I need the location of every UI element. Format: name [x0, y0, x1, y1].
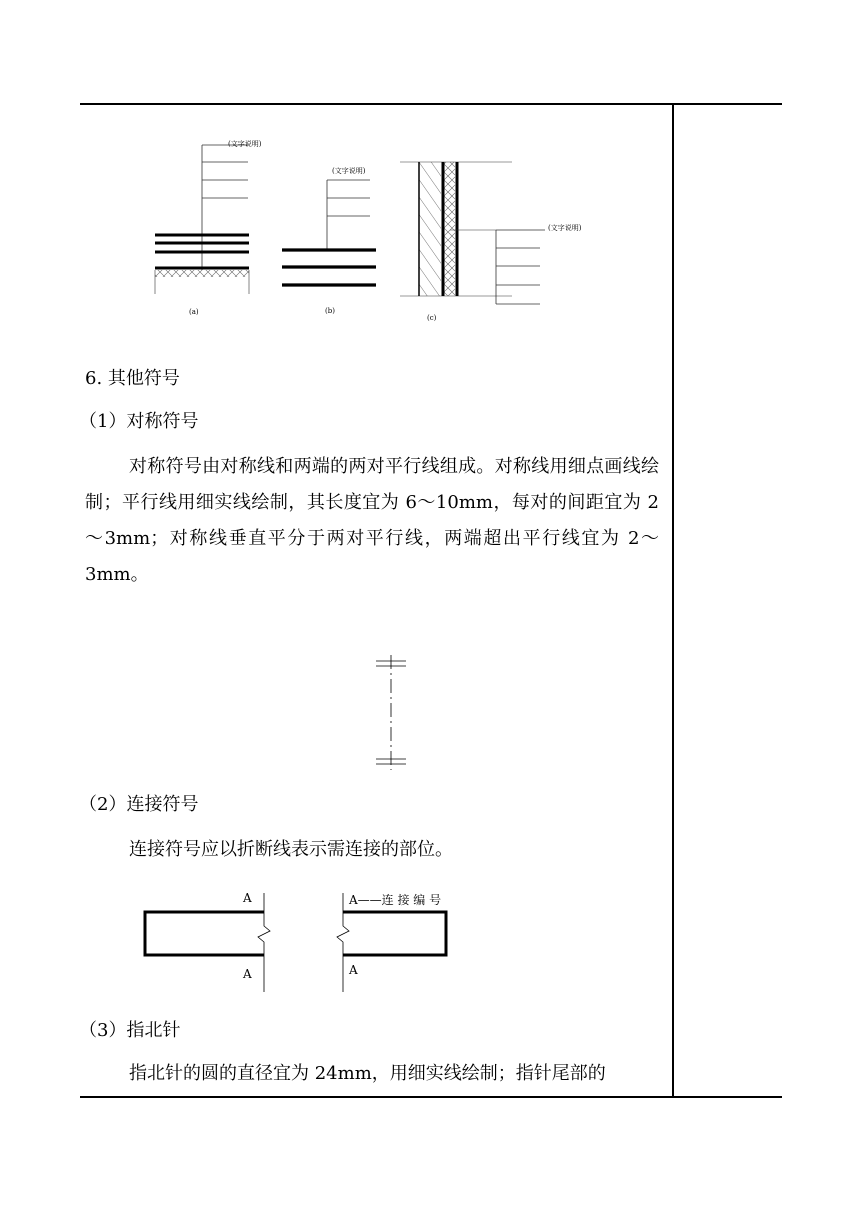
symmetry-paragraph: 对称符号由对称线和两端的两对平行线组成。对称线用细点画线绘制；平行线用细实线绘制，其长度宜为 6～10mm，每对的间距宜为 2～3mm；对称线垂直平分于两对平行线，两端超出平行线宜为 2～3mm。	[85, 456, 659, 585]
figure-a	[155, 145, 249, 294]
fig-b-note: (文字说明)	[332, 167, 366, 175]
fig-a-caption: (a)	[189, 308, 199, 316]
north-arrow-paragraph: 指北针的圆的直径宜为 24mm，用细实线绘制；指针尾部的	[129, 1063, 606, 1084]
figure-b	[282, 180, 376, 285]
fig-c-note: (文字说明)	[548, 224, 582, 232]
figure-c	[400, 162, 545, 304]
connection-label-a-bottom-right: A	[349, 963, 358, 977]
fig-c-caption: (c)	[427, 314, 437, 322]
layer-annotation-figures	[0, 0, 860, 340]
symmetry-title: （1）对称符号	[79, 411, 199, 432]
connection-label-a-bottom-left: A	[243, 967, 252, 981]
connection-title: （2）连接符号	[79, 794, 199, 815]
connection-paragraph: 连接符号应以折断线表示需连接的部位。	[129, 839, 453, 860]
north-arrow-title: （3）指北针	[79, 1020, 181, 1041]
connection-label-a-top-left: A	[243, 891, 252, 905]
fig-a-note: (文字说明)	[228, 140, 262, 148]
connection-note: A——连 接 编 号	[349, 893, 442, 907]
section-heading: 6. 其他符号	[85, 368, 180, 389]
bottom-rule	[80, 1096, 782, 1098]
fig-b-caption: (b)	[325, 307, 335, 315]
